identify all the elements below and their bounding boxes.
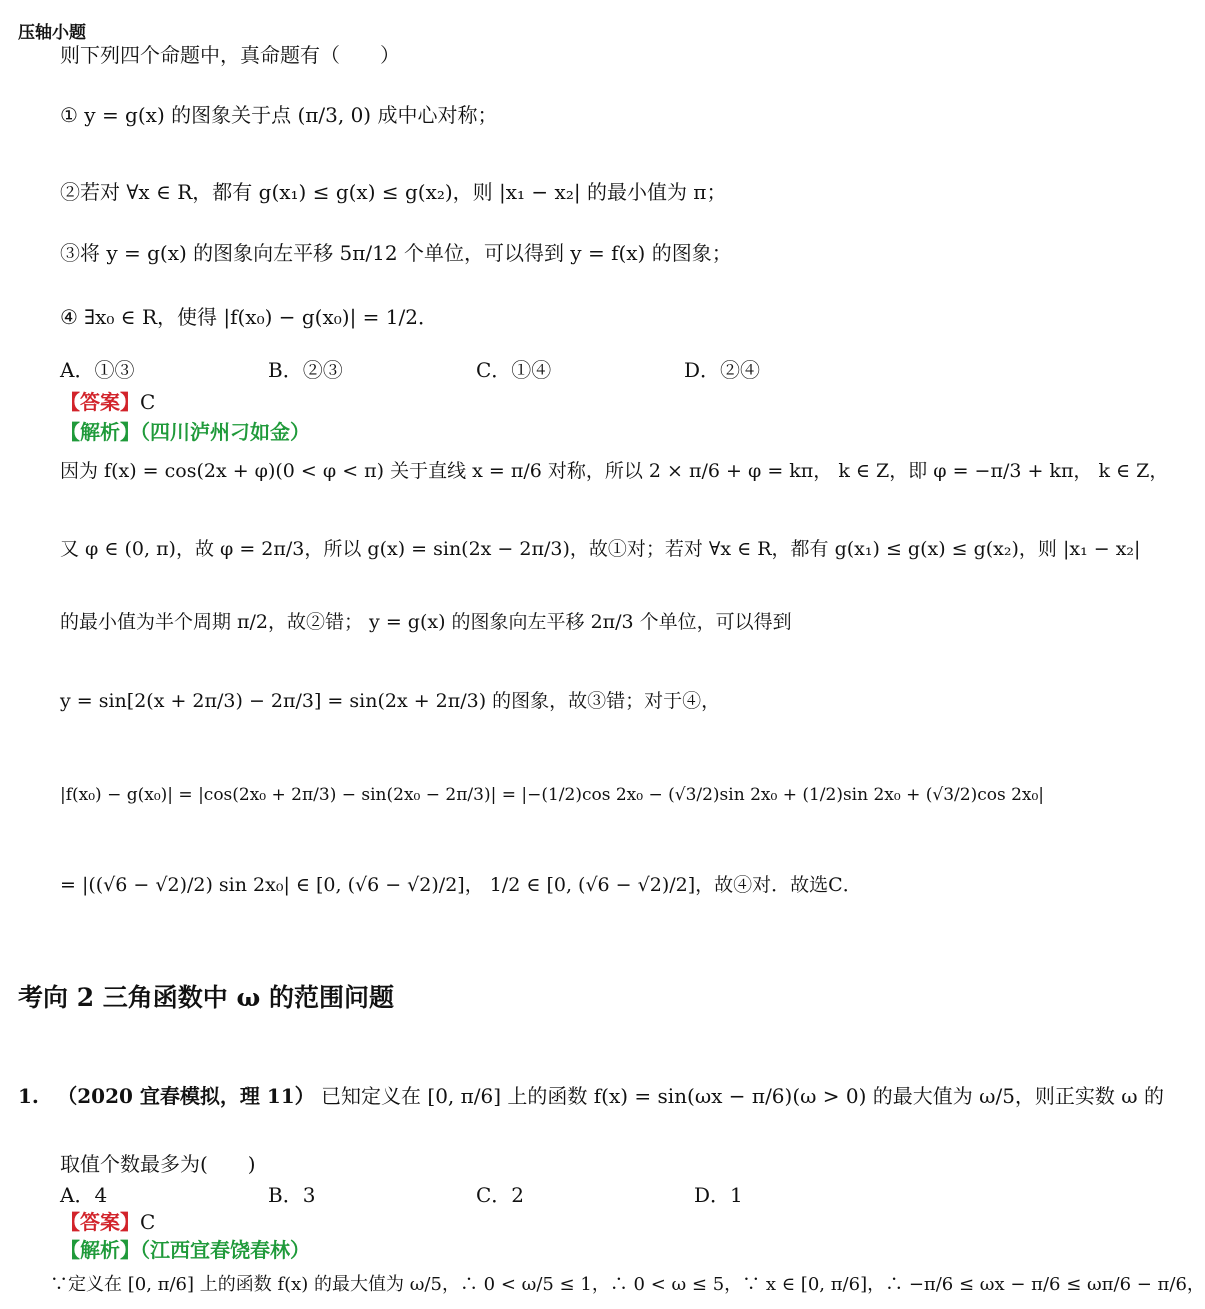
problem-1-line [18, 1080, 1164, 1109]
statement-4: ④ ∃x₀ ∈ R，使得 |f(x₀) − g(x₀)| = 1/2． [60, 305, 438, 329]
answer-label: 【答案】 [60, 390, 140, 414]
analysis-label-1: 【解析】（四川泸州刁如金） [60, 420, 310, 444]
answer-block-1 [60, 386, 155, 415]
problem2-option-b: B．3 [268, 1183, 316, 1207]
question-intro: 则下列四个命题中，真命题有（ ） [60, 43, 400, 67]
problem2-option-d: D．1 [694, 1183, 743, 1207]
option-b: B．②③ [268, 358, 343, 382]
solution1-line-3: 的最小值为半个周期 π/2，故②错； y = g(x) 的图象向左平移 2π/3 个单位，可以得到 [60, 611, 792, 633]
solution1-line-2: 又 φ ∈ (0, π)，故 φ = 2π/3，所以 g(x) = sin(2x − 2π/3)，故①对；若对 ∀x ∈ R，都有 g(x₁) ≤ g(x) ≤ g(x₂)，则 |x₁ − x₂| [60, 538, 1141, 560]
problem-text: 已知定义在 [0, π/6] 上的函数 f(x) = sin(ωx − π/6)(ω > 0) 的最大值为 ω/5，则正实数 ω 的 [321, 1084, 1164, 1108]
problem-number: 1. [18, 1084, 39, 1108]
problem-source: （2020 宜春模拟，理 11） [57, 1084, 315, 1108]
problem2-option-a: A．4 [60, 1183, 108, 1207]
statement-1: ① y = g(x) 的图象关于点 (π/3, 0) 成中心对称； [60, 103, 498, 127]
solution1-line-1: 因为 f(x) = cos(2x + φ)(0 < φ < π) 关于直线 x = π/6 对称，所以 2 × π/6 + φ = kπ， k ∈ Z，即 φ = −π/3 + kπ， k ∈ Z， [60, 460, 1169, 482]
analysis-label-2: 【解析】（江西宜春饶春林） [60, 1238, 310, 1262]
problem-text-2: 取值个数最多为( ) [60, 1152, 256, 1176]
option-d: D．②④ [684, 358, 761, 382]
answer-value: C [140, 1210, 156, 1234]
page-header-title: 压轴小题 [18, 23, 86, 43]
answer-label: 【答案】 [60, 1210, 140, 1234]
problem2-option-c: C．2 [476, 1183, 525, 1207]
solution1-line-6: = |((√6 − √2)/2) sin 2x₀| ∈ [0, (√6 − √2)/2]， 1/2 ∈ [0, (√6 − √2)/2]，故④对．故选C． [60, 874, 862, 896]
option-a: A．①③ [60, 358, 135, 382]
statement-2: ②若对 ∀x ∈ R，都有 g(x₁) ≤ g(x) ≤ g(x₂)，则 |x₁ − x₂| 的最小值为 π； [60, 180, 727, 204]
answer-block-2 [60, 1206, 155, 1235]
statement-3: ③将 y = g(x) 的图象向左平移 5π/12 个单位，可以得到 y = f(x) 的图象； [60, 241, 732, 265]
answer-value: C [140, 390, 156, 414]
solution1-line-5: |f(x₀) − g(x₀)| = |cos(2x₀ + 2π/3) − sin(2x₀ − 2π/3)| = |−(1/2)cos 2x₀ − (√3/2)sin 2x₀ + (1/2)sin 2x₀ + (√3/2)cos 2x₀| [60, 785, 1045, 805]
section-title: 考向 2 三角函数中 ω 的范围问题 [18, 983, 395, 1012]
option-c: C．①④ [476, 358, 552, 382]
solution1-line-4: y = sin[2(x + 2π/3) − 2π/3] = sin(2x + 2π/3) 的图象，故③错；对于④， [60, 690, 721, 712]
problem2-solution-line: ∵定义在 [0, π/6] 上的函数 f(x) 的最大值为 ω/5，∴ 0 < ω/5 ≤ 1，∴ 0 < ω ≤ 5，∵ x ∈ [0, π/6]，∴ −π/6 ≤ ωx − π/6 ≤ ωπ/6 − π/6， [50, 1274, 1205, 1295]
